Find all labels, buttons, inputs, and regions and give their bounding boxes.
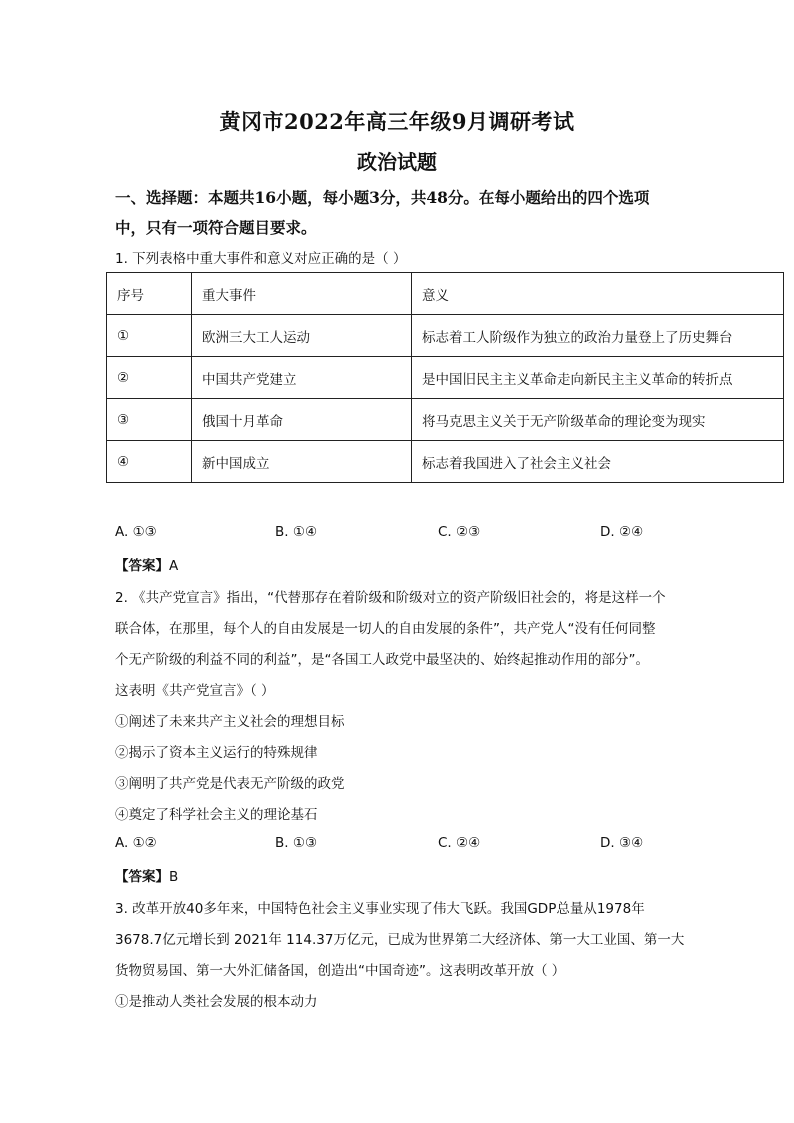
q2-stem-line: 个无产阶级的利益不同的利益”，是“各国工人政党中最坚决的、始终起推动作用的部分”。 <box>115 652 649 668</box>
answer-value: B <box>169 869 179 885</box>
option-c: C. ②④ <box>438 835 481 851</box>
answer-tag: 【答案】 <box>115 869 169 885</box>
q1-stem: 1. 下列表格中重大事件和意义对应正确的是（ ） <box>115 251 407 267</box>
option-d: D. ②④ <box>600 524 644 540</box>
exam-title: 黄冈市2022年高三年级9月调研考试 <box>219 109 575 134</box>
table-cell: 中国共产党建立 <box>192 357 412 399</box>
q3-stem-line: 3. 改革开放40多年来，中国特色社会主义事业实现了伟大飞跃。我国GDP总量从1978年 <box>115 901 645 917</box>
table-header-row <box>107 273 784 315</box>
table-header-cell: 意义 <box>412 273 784 315</box>
table-row <box>107 399 784 441</box>
q1-answer <box>115 554 178 574</box>
q2-stem-line: 联合体，在那里，每个人的自由发展是一切人的自由发展的条件”，共产党人“没有任何同整 <box>115 621 656 637</box>
q2-stem-line: 2. 《共产党宣言》指出，“代替那存在着阶级和阶级对立的资产阶级旧社会的，将是这样一个 <box>115 590 666 606</box>
q3-stem-line: 货物贸易国、第一大外汇储备国，创造出“中国奇迹”。这表明改革开放（ ） <box>115 963 566 979</box>
q2-answer <box>115 865 178 885</box>
answer-tag: 【答案】 <box>115 558 169 574</box>
option-d: D. ③④ <box>600 835 644 851</box>
table-header-cell: 重大事件 <box>192 273 412 315</box>
table-cell: ① <box>107 315 192 357</box>
q1-table <box>106 272 784 483</box>
section-instruction-line1: 一、选择题：本题共16小题，每小题3分，共48分。在每小题给出的四个选项 <box>115 188 650 207</box>
q2-stem-line: 这表明《共产党宣言》（ ） <box>115 683 275 699</box>
q3-stem-line: 3678.7亿元增长到 2021年 114.37万亿元，已成为世界第二大经济体、第一大工业国、第一大 <box>115 932 685 948</box>
q2-item: ④奠定了科学社会主义的理论基石 <box>115 807 318 823</box>
table-row <box>107 357 784 399</box>
table-cell: 欧洲三大工人运动 <box>192 315 412 357</box>
q2-item: ①阐述了未来共产主义社会的理想目标 <box>115 714 345 730</box>
q2-item: ②揭示了资本主义运行的特殊规律 <box>115 745 318 761</box>
table-cell: 标志着我国进入了社会主义社会 <box>412 441 784 483</box>
table-row <box>107 441 784 483</box>
answer-value: A <box>169 558 179 574</box>
section-instruction-line2: 中，只有一项符合题目要求。 <box>115 218 317 237</box>
table-cell: 新中国成立 <box>192 441 412 483</box>
table-cell: 将马克思主义关于无产阶级革命的理论变为现实 <box>412 399 784 441</box>
exam-subtitle: 政治试题 <box>357 150 437 174</box>
table-cell: 标志着工人阶级作为独立的政治力量登上了历史舞台 <box>412 315 784 357</box>
table-row <box>107 315 784 357</box>
q1-options <box>115 524 675 544</box>
table-cell: ③ <box>107 399 192 441</box>
option-a: A. ①③ <box>115 524 157 540</box>
table-cell: ④ <box>107 441 192 483</box>
q2-options <box>115 835 675 855</box>
table-cell: 是中国旧民主主义革命走向新民主主义革命的转折点 <box>412 357 784 399</box>
table-cell: 俄国十月革命 <box>192 399 412 441</box>
option-a: A. ①② <box>115 835 157 851</box>
table-cell: ② <box>107 357 192 399</box>
q3-item: ①是推动人类社会发展的根本动力 <box>115 994 318 1010</box>
option-b: B. ①④ <box>275 524 318 540</box>
option-c: C. ②③ <box>438 524 481 540</box>
table-header-cell: 序号 <box>107 273 192 315</box>
q2-item: ③阐明了共产党是代表无产阶级的政党 <box>115 776 345 792</box>
option-b: B. ①③ <box>275 835 318 851</box>
